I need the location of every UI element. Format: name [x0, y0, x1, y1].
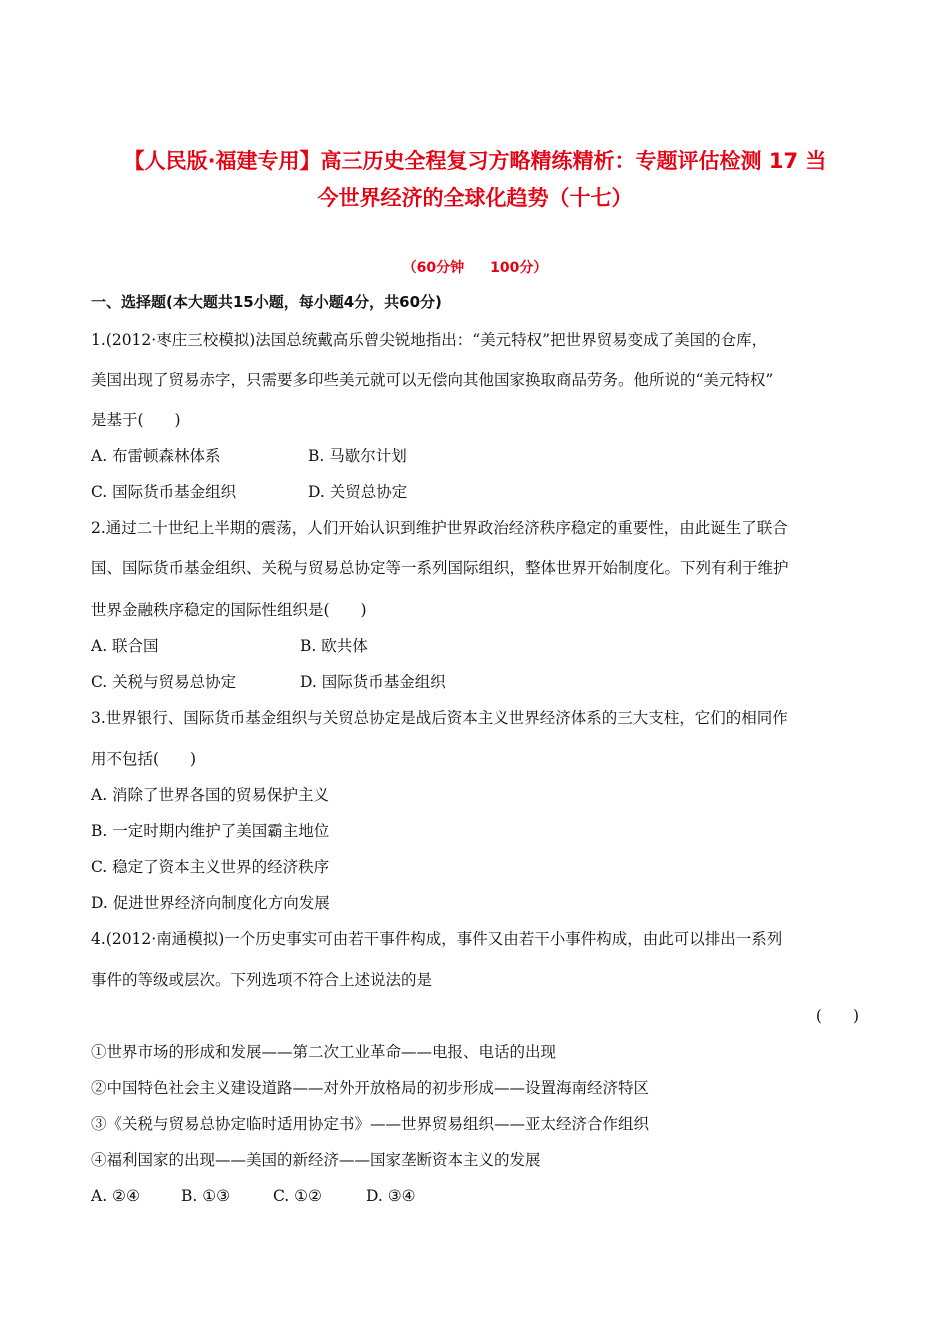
question-4-option-c: C. ①② [273, 1187, 322, 1205]
question-2-option-a: A. 联合国 [91, 637, 159, 655]
question-4-option-a: A. ②④ [91, 1187, 140, 1205]
question-3-option-b: B. 一定时期内维护了美国霸主地位 [91, 822, 330, 840]
section-heading: 一、选择题(本大题共15小题，每小题4分，共60分) [91, 293, 442, 311]
question-4-line-1: 4.(2012·南通模拟)一个历史事实可由若干事件构成，事件又由若干小事件构成，由此可以排出一系列 [91, 930, 783, 948]
question-1-option-a: A. 布雷顿森林体系 [91, 447, 221, 465]
question-2-option-c: C. 关税与贸易总协定 [91, 673, 237, 691]
question-2-line-2: 国、国际货币基金组织、关税与贸易总协定等一系列国际组织，整体世界开始制度化。下列有利于维护 [91, 559, 789, 577]
question-4-option-d: D. ③④ [366, 1187, 416, 1205]
total-score: 100分） [490, 260, 548, 276]
question-2-option-d: D. 国际货币基金组织 [300, 673, 446, 691]
exam-time-and-score [0, 257, 950, 279]
question-4-option-b: B. ①③ [181, 1187, 231, 1205]
question-4-item-3: ③《关税与贸易总协定临时适用协定书》——世界贸易组织——亚太经济合作组织 [91, 1115, 650, 1133]
question-4-item-2: ②中国特色社会主义建设道路——对外开放格局的初步形成——设置海南经济特区 [91, 1079, 650, 1097]
question-1-line-3: 是基于( ) [91, 411, 181, 429]
question-4-line-2: 事件的等级或层次。下列选项不符合上述说法的是 [91, 971, 433, 989]
question-2-line-3: 世界金融秩序稳定的国际性组织是( ) [91, 601, 367, 619]
question-3-option-c: C. 稳定了资本主义世界的经济秩序 [91, 858, 330, 876]
question-3-line-1: 3.世界银行、国际货币基金组织与关贸总协定是战后资本主义世界经济体系的三大支柱，它们的相同作 [91, 709, 788, 727]
question-3-line-2: 用不包括( ) [91, 750, 197, 768]
question-1-option-b: B. 马歇尔计划 [308, 447, 407, 465]
question-2-option-b: B. 欧共体 [300, 637, 368, 655]
question-3-option-a: A. 消除了世界各国的贸易保护主义 [91, 786, 330, 804]
time-limit: （60分钟 [402, 260, 465, 276]
question-1-option-d: D. 关贸总协定 [308, 483, 408, 501]
question-1-option-c: C. 国际货币基金组织 [91, 483, 237, 501]
question-3-option-d: D. 促进世界经济向制度化方向发展 [91, 894, 330, 912]
document-title-line-1: 【人民版·福建专用】高三历史全程复习方略精练精析：专题评估检测 17 当 [123, 149, 827, 173]
question-2-line-1: 2.通过二十世纪上半期的震荡，人们开始认识到维护世界政治经济秩序稳定的重要性，由此诞生了联合 [91, 519, 788, 537]
document-title-line-2: 今世界经济的全球化趋势（十七） [317, 186, 633, 210]
question-4-answer-bracket: ( ) [815, 1007, 859, 1025]
question-4-item-4: ④福利国家的出现——美国的新经济——国家垄断资本主义的发展 [91, 1151, 541, 1169]
question-1-line-1: 1.(2012·枣庄三校模拟)法国总统戴高乐曾尖锐地指出：“美元特权”把世界贸易变成了美国的仓库， [91, 331, 768, 349]
question-1-line-2: 美国出现了贸易赤字，只需要多印些美元就可以无偿向其他国家换取商品劳务。他所说的“美元特权” [91, 371, 774, 389]
question-4-item-1: ①世界市场的形成和发展——第二次工业革命——电报、电话的出现 [91, 1043, 557, 1061]
